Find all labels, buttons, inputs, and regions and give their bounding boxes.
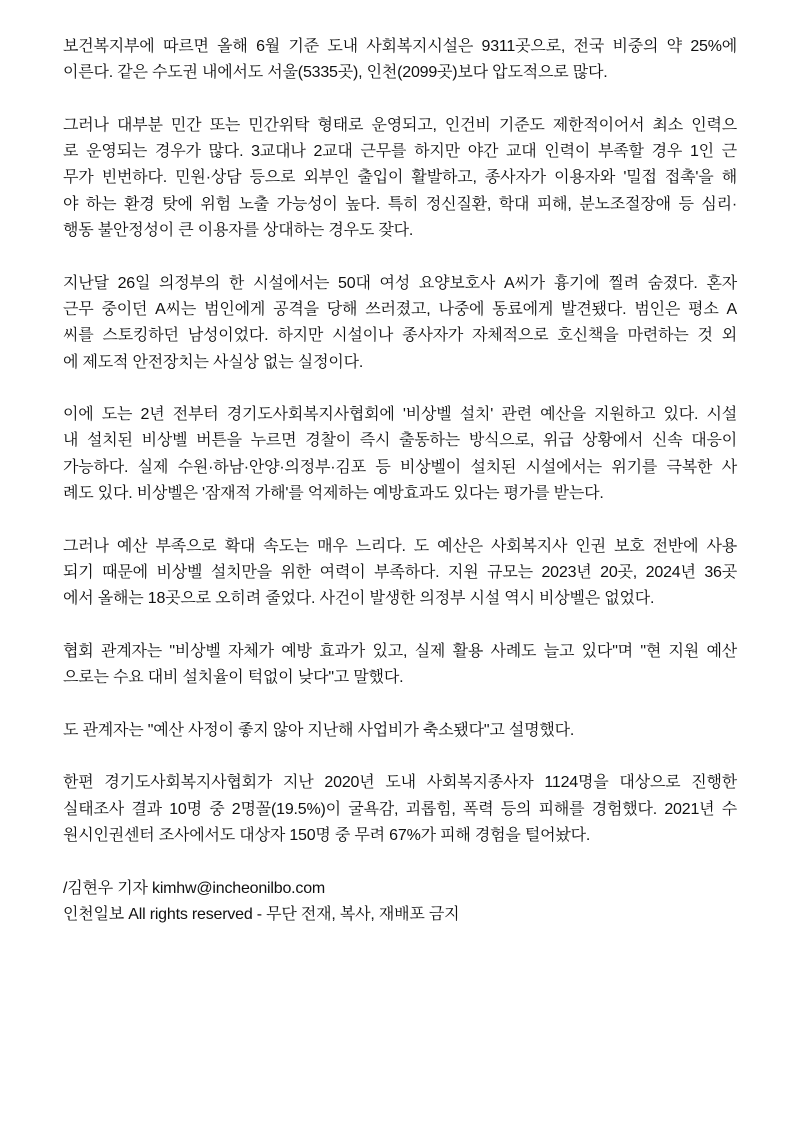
paragraph-line: 로 운영되는 경우가 많다. 3교대나 2교대 근무를 하지만 야간 교대 인력이 부족할 경우 1인 근 [63, 143, 737, 161]
article-body [63, 34, 737, 954]
paragraph-line: 이에 도는 2년 전부터 경기도사회복지사협회에 '비상벨 설치' 관련 예산을 지원하고 있다. 시설 [63, 406, 737, 424]
article-paragraph [63, 34, 737, 87]
paragraph-line: 에 제도적 안전장치는 사실상 없는 실정이다. [63, 353, 364, 371]
paragraph-line: 이른다. 같은 수도권 내에서도 서울(5335곳), 인천(2099곳)보다 압도적으로 많다. [63, 64, 608, 82]
paragraph-line: 행동 불안정성이 큰 이용자를 상대하는 경우도 잦다. [63, 222, 414, 240]
paragraph-line: 내 설치된 비상벨 버튼을 누르면 경찰이 즉시 출동하는 방식으로, 위급 상황에서 신속 대응이 [63, 432, 737, 450]
paragraph-line: 지난달 26일 의정부의 한 시설에서는 50대 여성 요양보호사 A씨가 흉기에 찔려 숨졌다. 혼자 [63, 274, 737, 292]
article-paragraph [63, 534, 737, 613]
article-paragraphs [63, 34, 737, 849]
paragraph-line: 원시인권센터 조사에서도 대상자 150명 중 무려 67%가 피해 경험을 털어놨다. [63, 826, 591, 844]
paragraph-line: 도 관계자는 "예산 사정이 좋지 않아 지난해 사업비가 축소됐다"고 설명했다. [63, 721, 575, 739]
paragraph-line: 례도 있다. 비상벨은 '잠재적 가해'를 억제하는 예방효과도 있다는 평가를 받는다. [63, 485, 604, 503]
copyright-notice: 인천일보 All rights reserved - 무단 전재, 복사, 재배포 금지 [63, 905, 460, 923]
paragraph-line: 그러나 대부분 민간 또는 민간위탁 형태로 운영되고, 인건비 기준도 제한적이어서 최소 인력으 [63, 116, 737, 134]
paragraph-line: 협회 관계자는 "비상벨 자체가 예방 효과가 있고, 실제 활용 사례도 늘고 있다"며 "현 지원 예산 [63, 642, 737, 660]
paragraph-line: 되기 때문에 비상벨 설치만을 위한 여력이 부족하다. 지원 규모는 2023년 20곳, 2024년 36곳 [63, 563, 737, 581]
paragraph-line: 보건복지부에 따르면 올해 6월 기준 도내 사회복지시설은 9311곳으로, 전국 비중의 약 25%에 [63, 38, 737, 55]
paragraph-line: 근무 중이던 A씨는 범인에게 공격을 당해 쓰러졌고, 나중에 동료에게 발견됐다. 범인은 평소 A [63, 300, 737, 318]
article-paragraph [63, 113, 737, 244]
byline: /김현우 기자 kimhw@incheonilbo.com [63, 879, 326, 897]
article-paragraph [63, 271, 737, 376]
paragraph-line: 씨를 스토킹하던 남성이었다. 하지만 시설이나 종사자가 자체적으로 호신책을 마련하는 것 외 [63, 327, 737, 345]
article-paragraph [63, 402, 737, 507]
paragraph-line: 야 하는 환경 탓에 위험 노출 가능성이 높다. 특히 정신질환, 학대 피해, 분노조절장애 등 심리· [63, 195, 737, 213]
paragraph-line: 실태조사 결과 10명 중 2명꼴(19.5%)이 굴욕감, 괴롭힘, 폭력 등의 피해를 경험했다. 2021년 수 [63, 800, 737, 818]
paragraph-line: 에서 올해는 18곳으로 오히려 줄었다. 사건이 발생한 의정부 시설 역시 비상벨은 없었다. [63, 590, 655, 608]
paragraph-line: 가능하다. 실제 수원·하남·안양·의정부·김포 등 비상벨이 설치된 시설에서는 위기를 극복한 사 [63, 458, 737, 476]
paragraph-line: 그러나 예산 부족으로 확대 속도는 매우 느리다. 도 예산은 사회복지사 인권 보호 전반에 사용 [63, 537, 737, 555]
article-paragraph [63, 770, 737, 849]
paragraph-line: 으로는 수요 대비 설치율이 턱없이 낮다"고 말했다. [63, 669, 404, 687]
article-paragraph [63, 718, 737, 744]
article-footer [63, 876, 737, 929]
article-paragraph [63, 639, 737, 692]
paragraph-line: 무가 빈번하다. 민원·상담 등으로 외부인 출입이 활발하고, 종사자가 이용자와 '밀접 접촉'을 해 [63, 169, 737, 187]
paragraph-line: 한편 경기도사회복지사협회가 지난 2020년 도내 사회복지종사자 1124명을 대상으로 진행한 [63, 774, 737, 792]
